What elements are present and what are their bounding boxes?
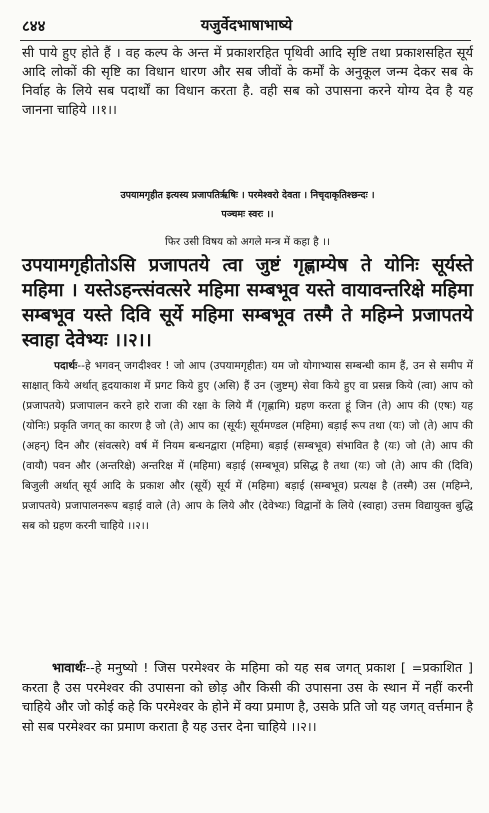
bhavartha-text: --हे मनुष्यो ! जिस परमेश्वर के महिमा को यह सब जगत् प्रकाश [ =प्रकाशित ] करता है उस परमेश्वर की उपासना को छोड़ और किसी की उपासना उस के स्थान में नहीं करनी चाहिये और जो कोई कहे कि परमेश्वर के होने में क्या प्रमाण है, उसके प्रति जो यह जगत् वर्त्तमान है सो सब परमेश्वर का प्रमाण कराता है यह उत्तर देना चाहिये ।।२।। [22, 661, 473, 735]
bhavartha-section [22, 659, 473, 737]
bhavartha-label: भावार्थः [52, 661, 86, 676]
mantra-meta [22, 188, 473, 226]
intro-text: सी पाये हुए होते हैं । वह कल्प के अन्त में प्रकाशरहित पृथिवी आदि सृष्टि तथा प्रकाशसहित सूर्य आदि लोकों की सृष्टि का विधान धारण और सब जीवों के कर्मों के अनुकूल जन्म देकर सब के निर्वाह के लिये सब पदार्थों का विधान करता है. वही सब को उपासना करने योग्य देव है यह जानना चाहिये ।।१।। [22, 46, 473, 118]
svara-line: पञ्चमः स्वरः ।। [221, 209, 274, 220]
padartha-paragraph [22, 356, 473, 536]
mantra-block [22, 253, 473, 353]
intro-paragraph [22, 44, 473, 120]
rishi-devata-chhanda: उपयामगृहीत इत्यस्य प्रजापतिर्ऋषिः । परमेश्वरो देवता । निचृदाकृतिश्छन्दः । [120, 190, 375, 201]
subheading: फिर उसी विषय को अगले मन्त्र में कहा है ।। [165, 236, 330, 248]
padartha-label: पदार्थः [54, 360, 78, 372]
page-number: ८४४ [22, 17, 46, 35]
padartha-section [22, 356, 473, 536]
mantra-text: उपयामगृहीतोऽसि प्रजापतये त्वा जुष्टं गृह्णाम्येष ते योनिः सूर्यस्ते महिमा । यस्तेऽहन्त्संवत्सरे महिमा सम्बभूव यस्ते वायावन्तरिक्षे महिमा सम्बभूव यस्ते दिवि सूर्ये महिमा सम्बभूव तस्मै ते महिम्ने प्रजापतये स्वाहा देवेभ्यः ।।२।। [22, 255, 473, 351]
padartha-text: --हे भगवन् जगदीश्वर ! जो आप (उपयामगृहीतः) यम जो योगाभ्यास सम्बन्धी काम हैं, उन से समीप में साक्षात् किये अर्थात् हृदयाकाश में प्रगट किये हुए (असि) हैं उन (जुष्टम्) सेवा किये हुए वा प्रसन्न किये (त्वा) आप को (प्रजापतये) प्रजापालन करने हारे राजा की रक्षा के लिये मैं (गृह्णामि) ग्रहण करता हूं जिन (ते) आप की (एषः) यह (योनिः) प्रकृति जगत् का कारण है जो (ते) आप का (सूर्यः) सूर्यमण्डल (महिमा) बड़ाई रूप तथा (यः) जो (ते) आप की (अहन्) दिन और (संवत्सरे) वर्ष में नियम बन्धनद्वारा (महिमा) बड़ाई (सम्बभूव) संभावित है (यः) जो (ते) आप की (वायौ) पवन और (अन्तरिक्षे) अन्तरिक्ष में (महिमा) बड़ाई (सम्बभूव) प्रसिद्ध है तथा (यः) जो (ते) आप की (दिवि) बिजुली अर्थात् सूर्य आदि के प्रकाश और (सूर्ये) सूर्य में (महिमा) बड़ाई (सम्बभूव) प्रत्यक्ष है (तस्मै) उस (महिम्ने, प्रजापतये) प्रजापालनरूप बड़ाई वाले (ते) आप के लिये और (देवेभ्यः) विद्वानों के लिये (स्वाहा) उत्तम विद्यायुक्त बुद्धि सब को ग्रहण करनी चाहिये ।।२।। [22, 360, 473, 532]
running-title: यजुर्वेदभाषाभाष्ये [200, 16, 293, 34]
header-rule [20, 40, 471, 41]
page-header [22, 12, 471, 38]
bhavartha-paragraph [22, 659, 473, 737]
